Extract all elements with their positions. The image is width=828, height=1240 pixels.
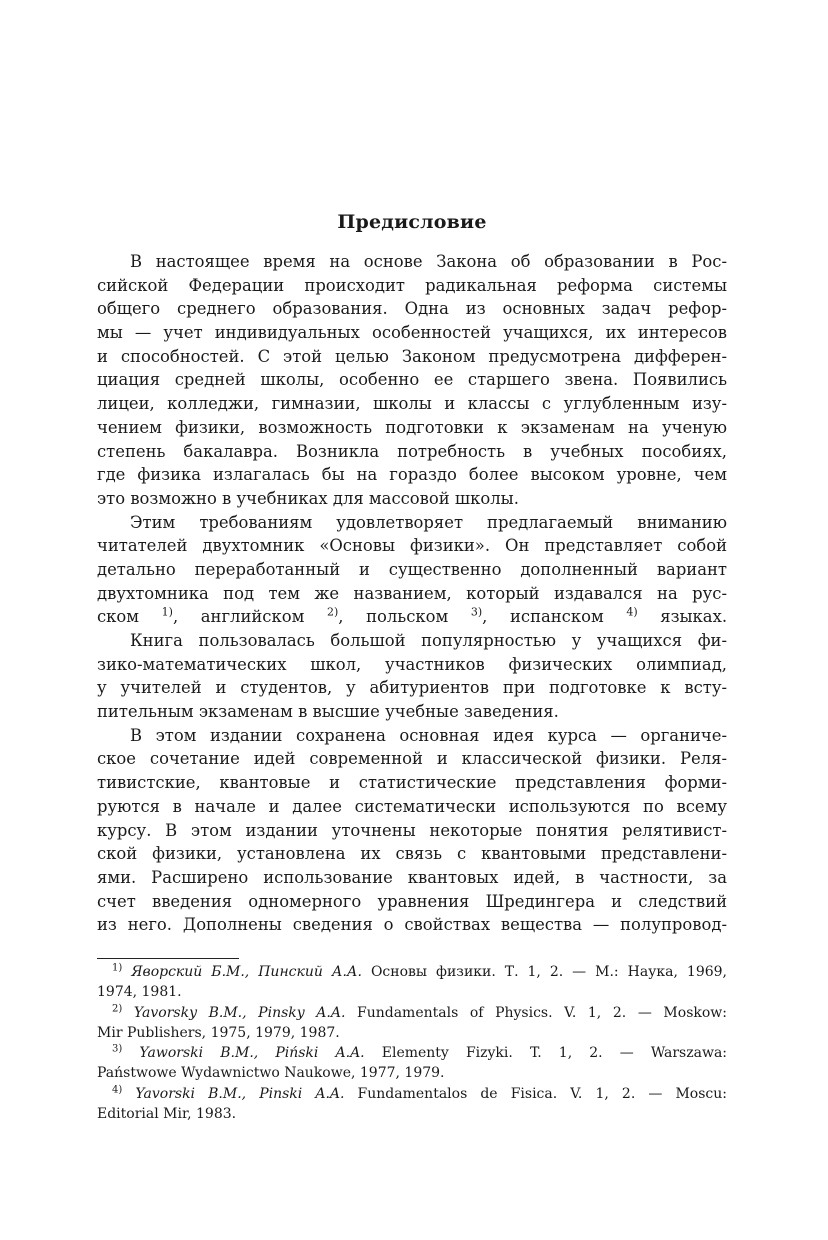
footnote-mark: 4) [112,1084,123,1096]
text-line: В этом издании сохранена основная идея курса — органиче- [130,725,727,745]
footnotes [97,962,727,1124]
footnote-ref-1[interactable]: 1) [161,605,173,619]
text-line: циация средней школы, особенно ее старшего звена. Появились [97,370,727,390]
text-line: это возможно в учебниках для массовой школы. [97,488,519,508]
footnote-authors: Yavorski B.M., Pinski A.A. [135,1085,345,1102]
footnote-text: Fundamentalos de Fisica. V. 1, 2. — Moscu: [344,1085,727,1102]
text-line: из него. Дополнены сведения о свойствах вещества — полупровод- [97,915,727,935]
footnote-divider [97,958,239,959]
text-line: ями. Расширено использование квантовых идей, в частности, за [97,867,727,887]
text-line: детально переработанный и существенно дополненный вариант [97,559,727,579]
text-line: ской физики, установлена их связь с квантовыми представлени- [97,844,727,864]
footnote-mark: 1) [112,962,123,974]
text-line: лицеи, колледжи, гимназии, школы и классы с углубленным изу- [97,394,727,414]
language-word: ском [97,607,140,627]
footnote-text: Основы физики. Т. 1, 2. — М.: Наука, 1969, [361,964,727,980]
text-line: курсу. В этом издании уточнены некоторые понятия релятивист- [97,820,727,840]
text-line: руются в начале и далее систематически используются по всему [97,796,727,816]
footnote-authors: Яворский Б.М., Пинский А.А. [131,964,362,980]
text-line: ское сочетание идей современной и классической физики. Реля- [97,749,727,769]
language-word: , испанском [482,607,604,627]
footnote-ref-3[interactable]: 3) [470,605,483,619]
footnote-2-cont: Mir Publishers, 1975, 1979, 1987. [97,1024,340,1041]
text-line: чением физики, возможность подготовки к экзаменам на ученую [97,417,727,437]
text-line: у учителей и студентов, у абитуриентов при подготовке к всту- [97,678,727,698]
page-title: Предисловие [337,211,487,233]
text-line: Книга пользовалась большой популярностью у учащихся фи- [130,631,727,650]
text-line: двухтомника под тем же названием, который издавался на рус- [97,583,727,603]
text-line: пительным экзаменам в высшие учебные заведения. [97,702,559,722]
text-line: счет введения одномерного уравнения Шредингера и следствий [97,891,727,911]
text-line: где физика излагалась бы на гораздо более высоком уровне, чем [97,465,727,485]
text-line: общего среднего образования. Одна из основных задач рефор- [97,299,727,319]
text-line: сийской Федерации происходит радикальная реформа системы [97,275,727,295]
footnote-ref-2[interactable]: 2) [326,605,339,619]
footnote-text: Elementy Fizyki. T. 1, 2. — Warszawa: [364,1045,728,1062]
footnote-authors: Yaworski B.M., Piński A.A. [139,1045,365,1062]
language-word: , польском [338,607,449,627]
footnote-authors: Yavorsky B.M., Pinsky A.A. [133,1004,346,1021]
footnote-1-cont: 1974, 1981. [97,984,182,1001]
text-line: и способностей. С этой целью Законом предусмотрена дифферен- [97,346,727,366]
footnote-4-cont: Editorial Mir, 1983. [97,1106,237,1123]
text-line: тивистские, квантовые и статистические представления форми- [97,773,727,793]
footnote-1 [97,962,727,982]
footnote-mark: 3) [112,1043,123,1055]
footnote-3 [97,1043,727,1063]
text-line: читателей двухтомник «Основы физики». Он представляет собой [97,536,727,556]
footnote-ref-4[interactable]: 4) [626,605,638,619]
text-line: степень бакалавра. Возникла потребность в учебных пособиях, [97,441,727,461]
footnote-2 [97,1003,727,1023]
language-word: , английском [172,607,305,627]
preface-body [97,250,727,937]
footnote-3-cont: Państwowe Wydawnictwo Naukowe, 1977, 1979. [97,1065,445,1082]
text-line: мы — учет индивидуальных особенностей учащихся, их интересов [97,323,727,343]
text-line: зико-математических школ, участников физических олимпиад, [97,654,727,674]
languages-line [97,605,727,629]
text-line: Этим требованиям удовлетворяет предлагаемый вниманию [130,512,727,532]
language-word: языках. [637,607,728,627]
footnote-4 [97,1084,727,1104]
text-line: В настоящее время на основе Закона об образовании в Рос- [130,252,727,271]
footnote-text: Fundamentals of Physics. V. 1, 2. — Moskow: [345,1004,727,1021]
footnote-mark: 2) [112,1002,123,1014]
